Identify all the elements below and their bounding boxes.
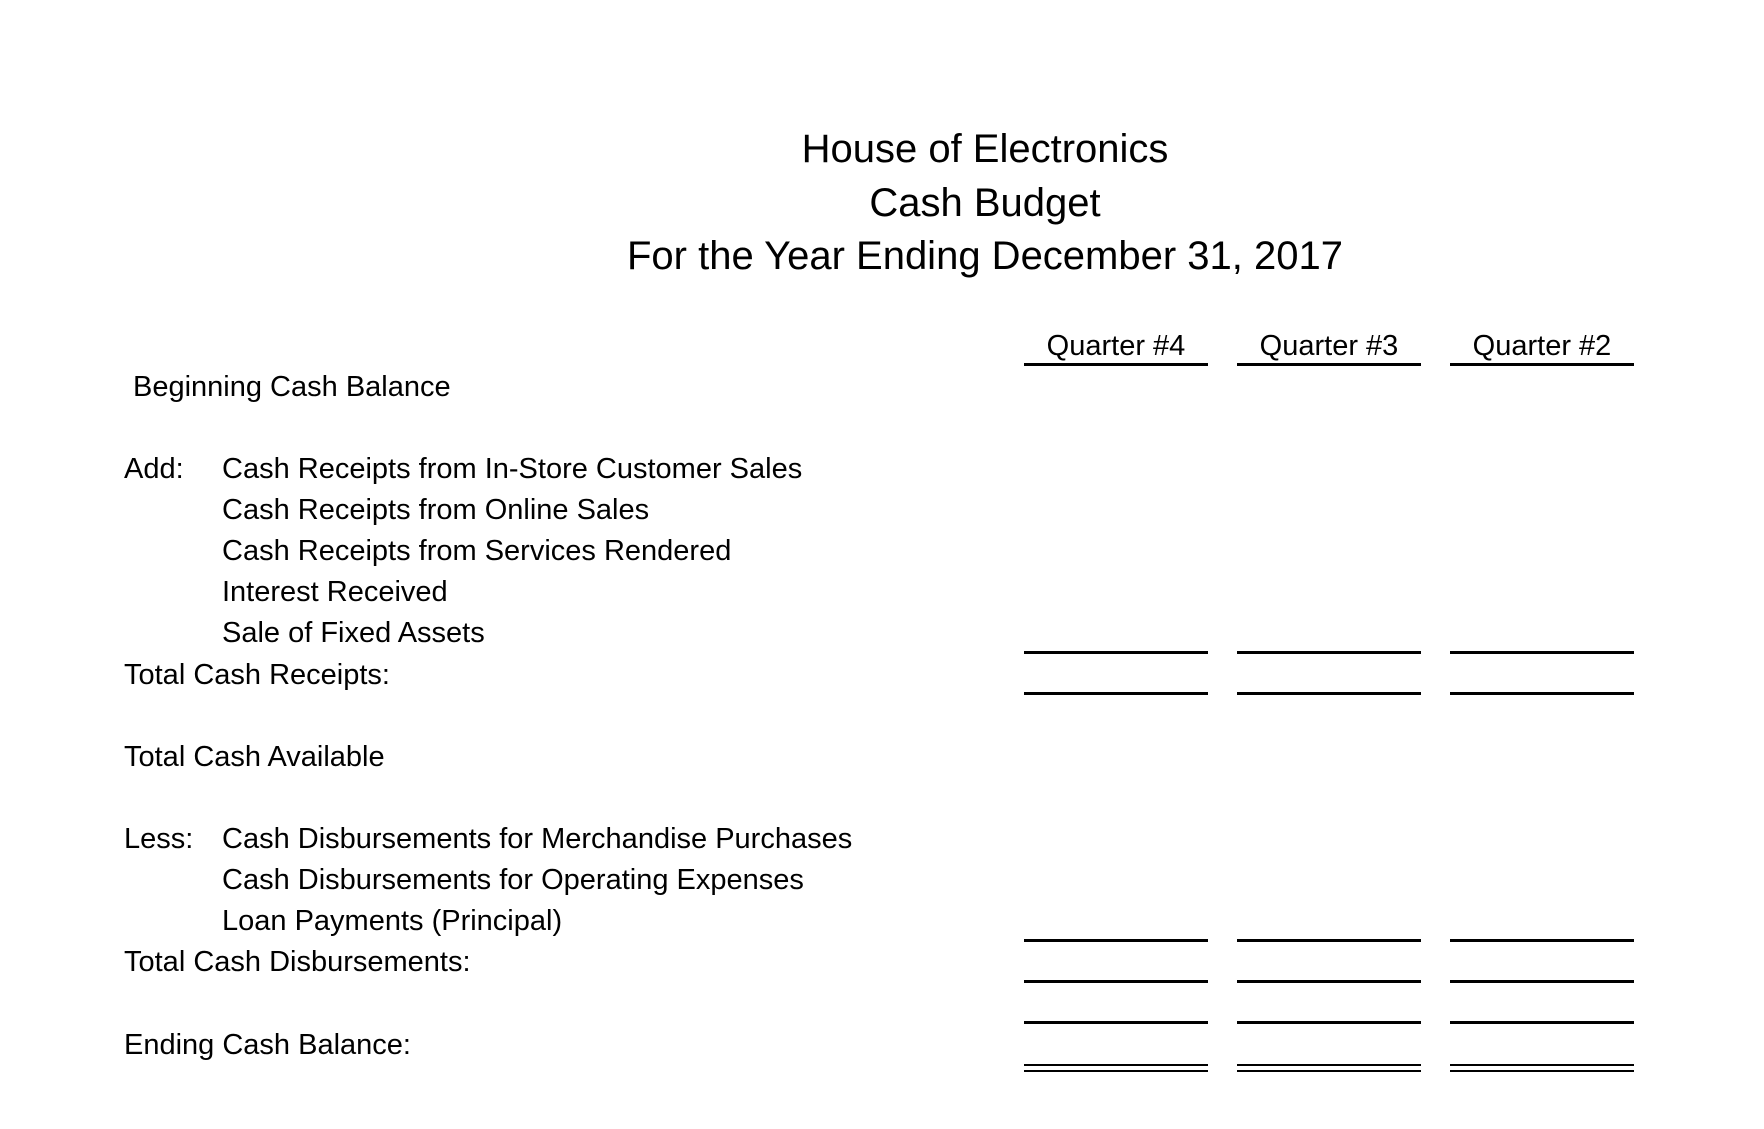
header-underline: [1024, 363, 1208, 366]
ending-cash-balance-label: Ending Cash Balance:: [124, 1029, 411, 1061]
total-rule-receipts: [1024, 692, 1208, 695]
ending-balance-rule: [1024, 1021, 1208, 1024]
subtotal-rule-disbursements: [1237, 939, 1421, 942]
disbursement-line-merchandise: Cash Disbursements for Merchandise Purchases: [222, 823, 853, 855]
statement-period: For the Year Ending December 31, 2017: [626, 234, 1344, 278]
receipt-line-in-store-sales: Cash Receipts from In-Store Customer Sales: [222, 453, 803, 485]
subtotal-rule-receipts: [1450, 651, 1634, 654]
ending-balance-rule: [1237, 1021, 1421, 1024]
ending-balance-rule: [1450, 1021, 1634, 1024]
column-header-quarter-3: Quarter #3: [1259, 330, 1399, 362]
less-prefix: Less:: [124, 823, 194, 855]
total-rule-receipts: [1450, 692, 1634, 695]
total-rule-receipts: [1237, 692, 1421, 695]
ending-balance-double-rule: [1450, 1064, 1634, 1072]
header-underline: [1450, 363, 1634, 366]
disbursement-line-operating-expenses: Cash Disbursements for Operating Expenses: [222, 864, 804, 896]
disbursement-line-loan-payments: Loan Payments (Principal): [222, 905, 563, 937]
total-rule-disbursements: [1450, 980, 1634, 983]
beginning-cash-balance-label: Beginning Cash Balance: [133, 371, 451, 403]
subtotal-rule-receipts: [1237, 651, 1421, 654]
ending-balance-double-rule: [1237, 1064, 1421, 1072]
column-header-quarter-2: Quarter #2: [1472, 330, 1612, 362]
ending-balance-double-rule: [1024, 1064, 1208, 1072]
total-rule-disbursements: [1024, 980, 1208, 983]
receipt-line-sale-of-fixed-assets: Sale of Fixed Assets: [222, 617, 485, 649]
add-prefix: Add:: [124, 453, 184, 485]
receipt-line-online-sales: Cash Receipts from Online Sales: [222, 494, 650, 526]
subtotal-rule-disbursements: [1024, 939, 1208, 942]
receipt-line-services-rendered: Cash Receipts from Services Rendered: [222, 535, 732, 567]
company-name: House of Electronics: [801, 127, 1169, 171]
statement-title: Cash Budget: [869, 181, 1101, 225]
receipt-line-interest-received: Interest Received: [222, 576, 448, 608]
subtotal-rule-receipts: [1024, 651, 1208, 654]
column-header-quarter-4: Quarter #4: [1046, 330, 1186, 362]
total-rule-disbursements: [1237, 980, 1421, 983]
header-underline: [1237, 363, 1421, 366]
total-cash-disbursements-label: Total Cash Disbursements:: [124, 946, 471, 978]
subtotal-rule-disbursements: [1450, 939, 1634, 942]
total-cash-receipts-label: Total Cash Receipts:: [124, 659, 390, 691]
total-cash-available-label: Total Cash Available: [124, 741, 385, 773]
